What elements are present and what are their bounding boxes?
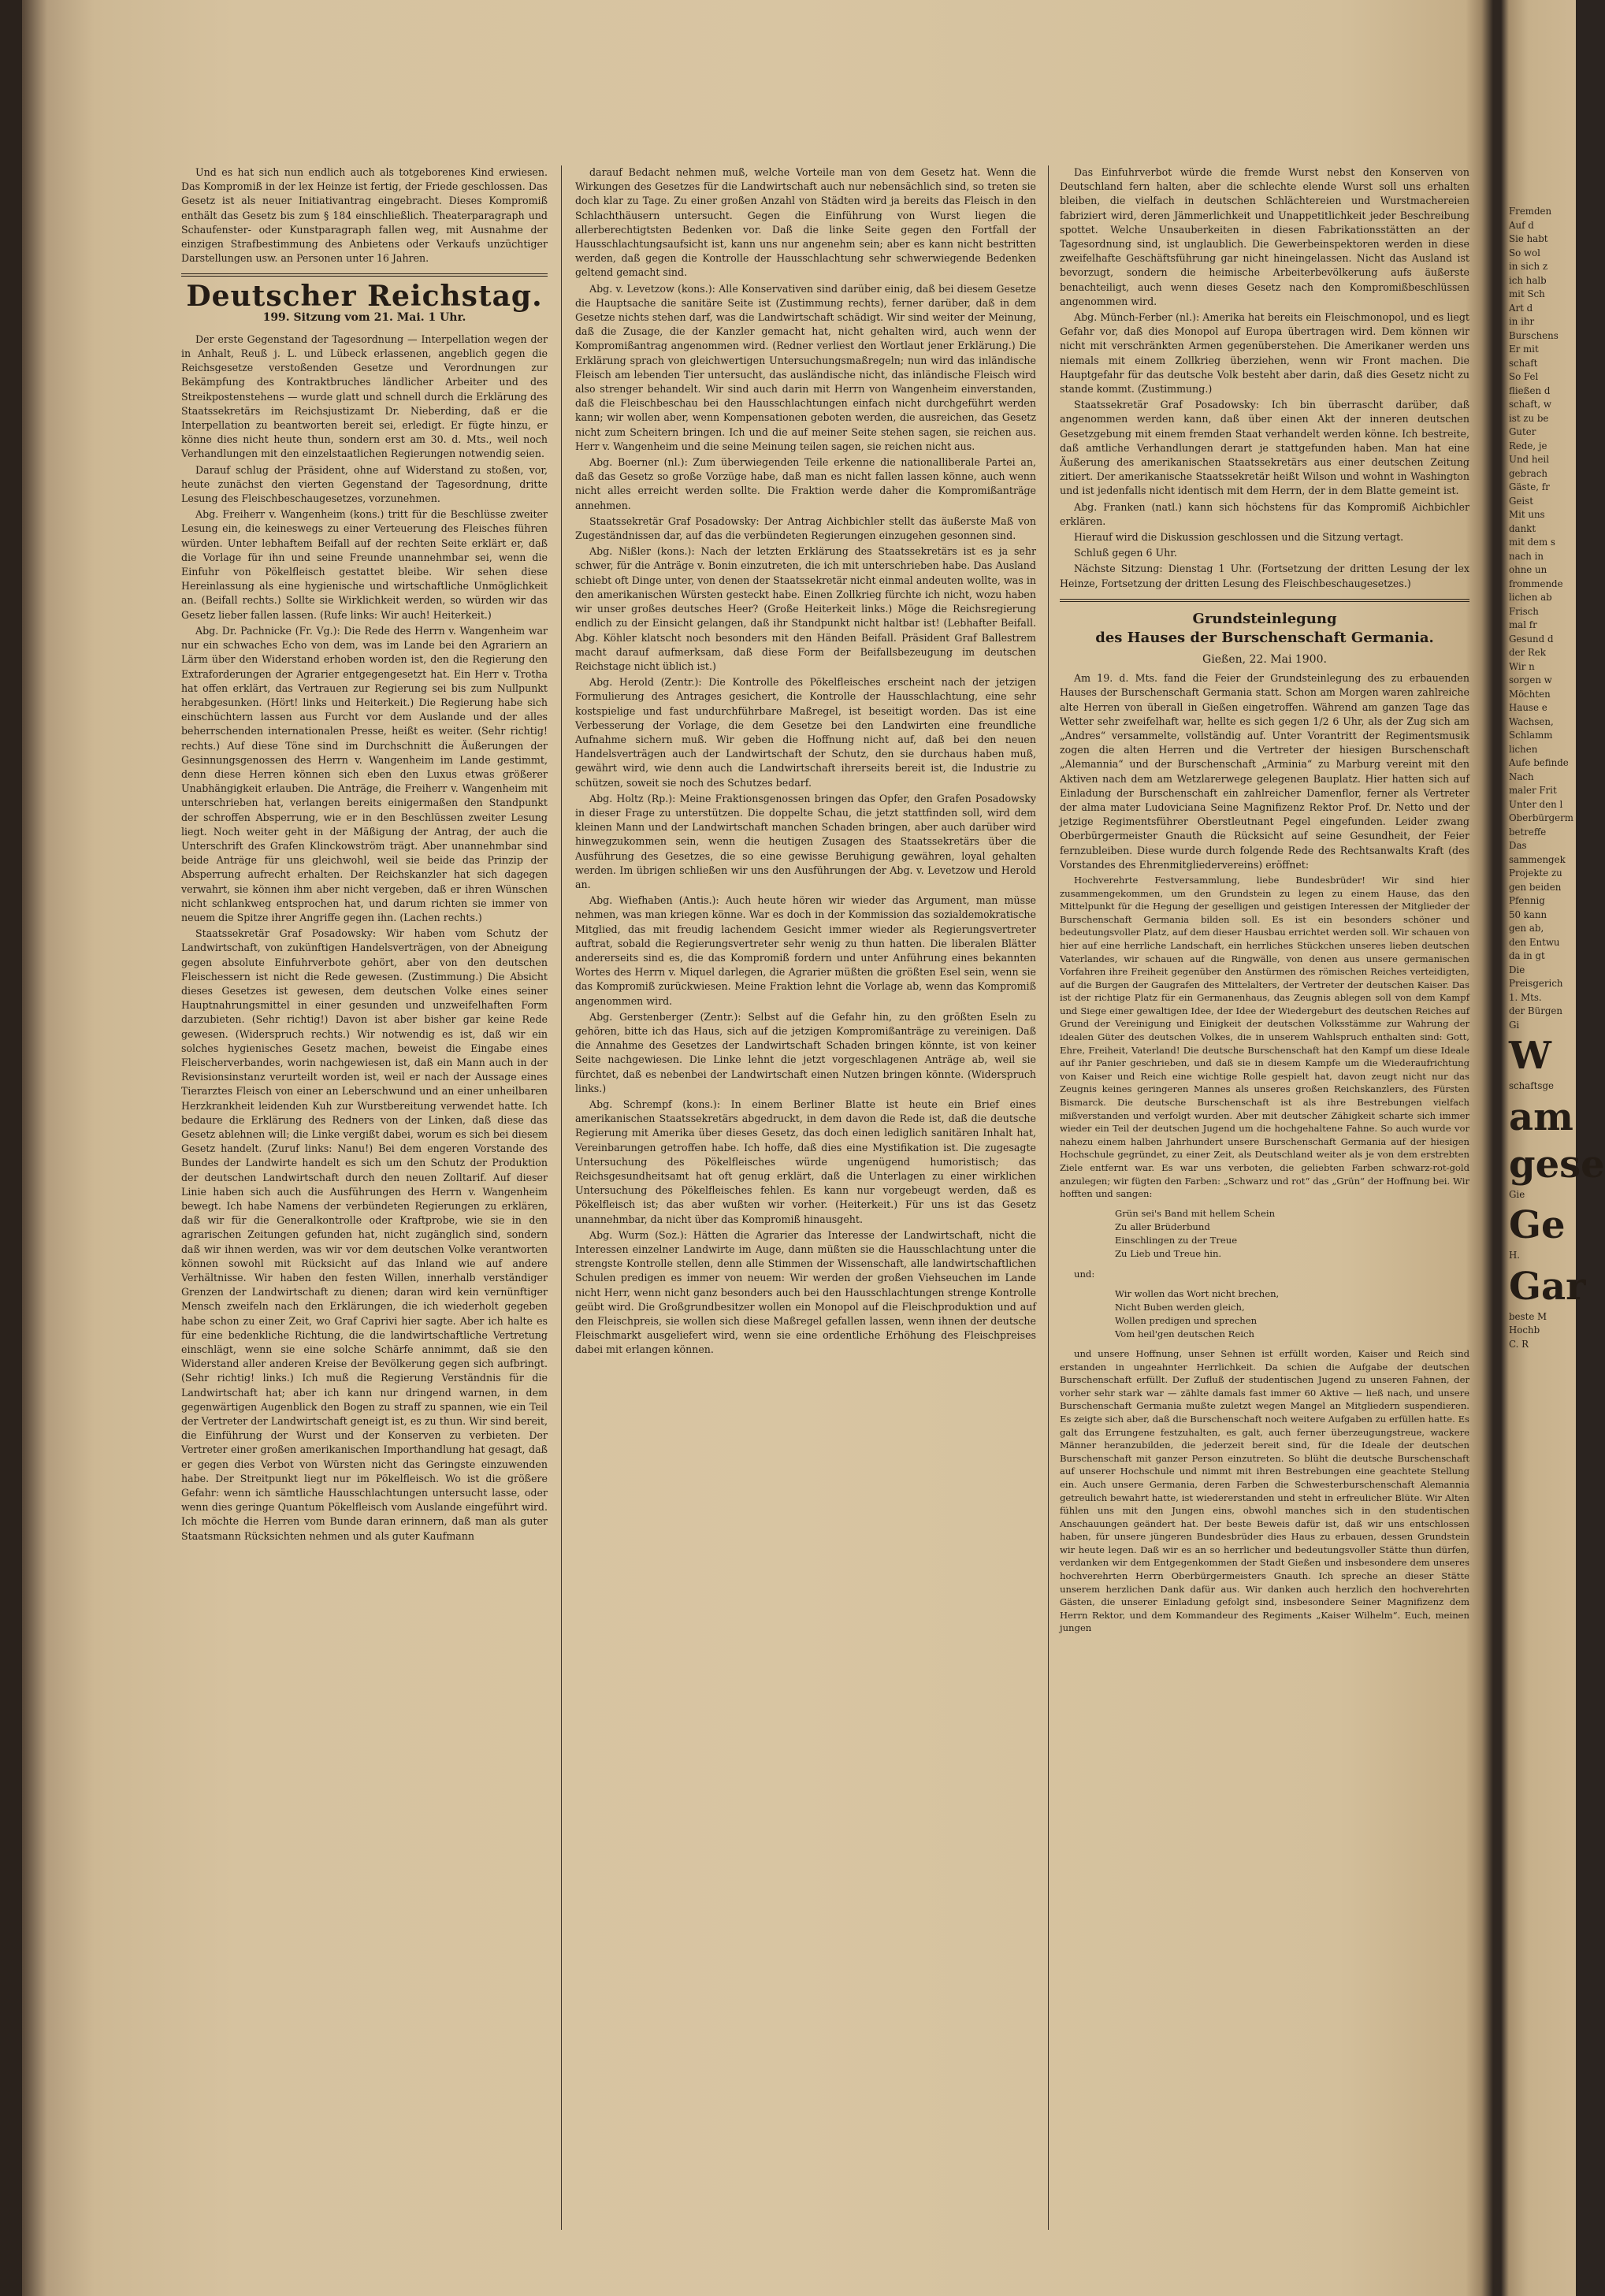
article-paragraph: Abg. Boerner (nl.): Zum überwiegenden Teile erkenne die nationalliberale Partei an, daß das Gesetz so große Vorzüge habe, daß man es nicht fallen lassen könne, auch wenn nicht alles erreicht werden sollte. Die Fraktion werde daher die Kompromißanträge annehmen.: [575, 456, 1036, 511]
section-divider: [1060, 599, 1469, 602]
edge-fragment: der Bürgen: [1509, 1005, 1562, 1016]
edge-fragment: Geist: [1509, 495, 1533, 507]
edge-fragment: Gar: [1509, 1264, 1586, 1309]
edge-fragment: Hause e: [1509, 702, 1547, 713]
verse-line: Wir wollen das Wort nicht brechen,: [1115, 1287, 1280, 1299]
edge-fragment: Mit uns: [1509, 509, 1545, 520]
article-paragraph: Abg. Herold (Zentr.): Die Kontrolle des Pökelfleisches erscheint nach der jetzigen Formulierung des Antrages gesichert, die Kontrolle der Hausschlachtung, eine sehr kostspielige und fast undurchführbare Maßregel, ist beseitigt worden. Das ist eine Verbesserung der Vorlage, die dem Gesetze bei den Landwirten eine freundliche Aufnahme sichern muß. Wir geben die Hoffnung nicht auf, daß bei den neuen Handelsverträgen auch der Landwirtschaft der Schutz, den sie durchaus haben muß, gewährt wird, wie denn auch die Landwirtschaft ihrerseits bereit ist, die Industrie zu schützen, soweit sie noch des Schutzes bedarf.: [575, 676, 1036, 789]
verse-line: Zu aller Brüderbund: [1115, 1220, 1210, 1232]
edge-fragment: Gie: [1509, 1188, 1525, 1200]
edge-fragment: ist zu be: [1509, 412, 1549, 424]
article-paragraph: Darauf schlug der Präsident, ohne auf Widerstand zu stoßen, vor, heute zunächst den vierten Gegenstand der Tagesordnung, dritte Lesung des Fleischbeschaugesetzes, vorzunehmen.: [181, 463, 548, 505]
edge-fragment: Projekte zu: [1509, 868, 1562, 879]
verse-line: Vom heil'gen deutschen Reich: [1115, 1328, 1254, 1339]
edge-fragment: Gi: [1509, 1019, 1520, 1031]
edge-fragment: lichen: [1509, 743, 1538, 755]
dateline: Gießen, 22. Mai 1900.: [1202, 652, 1327, 666]
adjacent-page-fragments: [1509, 205, 1605, 2175]
session-subheading: 199. Sitzung vom 21. Mai. 1 Uhr.: [262, 310, 466, 324]
edge-fragment: lichen ab: [1509, 592, 1552, 603]
article-paragraph: Abg. Dr. Pachnicke (Fr. Vg.): Die Rede des Herrn v. Wangenheim war nur ein schwaches Echo von dem, was im Lande bei den Agrariern an Lärm über den Widerstand erhoben worden ist, den die Regierung den Extraforderungen der Agrarier entgegengesetzt hat. Ein Herr v. Trotha hat offen erklärt, das Vertrauen zur Regierung sei bis zum Nullpunkt herabgesunken. (Hört! links und Heiterkeit.) Die Regierung habe sich einschüchtern lassen aus Furcht vor dem Auslande und der alles beherrschenden internationalen Presse, heißt es weiter. (Sehr richtig! rechts.) Auf diese Töne sind im Durchschnitt die Äußerungen der Gesinnungsgenossen des Herrn v. Wangenheim im Lande gestimmt, denn diese Herren können sich eben den Luxus etwas größerer Unabhängigkeit erlauben. Die Anträge, die Freiherr v. Wangenheim mit unterschrieben hat, verlangen bereits einigermaßen den Standpunkt der schroffen Absperrung, wie er in den Beschlüssen zweiter Lesung liegt. Noch weiter geht in der Mäßigung der Antrag, der auch die Unterschrift des Grafen Klinckowström trägt. Aber unannehmbar sind beide Anträge für uns gleichwohl, weil sie beide das Prinzip der Absperrung aufrecht erhalten. Der Reichskanzler hat sich dagegen verwahrt, sie können ihm aber nicht vergeben, daß er ihren Wünschen nicht schlankweg entsprochen hat, und darum richten sie immer von neuem die Spitze ihrer Angriffe gegen ihn. (Lachen rechts.): [181, 624, 548, 923]
column-2: [575, 165, 1036, 2230]
article-paragraph: Staatssekretär Graf Posadowsky: Der Antrag Aichbichler stellt das äußerste Maß von Zugeständnissen dar, auf das die verbündeten Regierungen einzugehen gesonnen sind.: [575, 515, 1036, 542]
verse-block-1: [1115, 1207, 1469, 1261]
edge-fragment: Und heil: [1509, 454, 1549, 465]
edge-fragment: Gesund d: [1509, 633, 1554, 645]
verse-line: Zu Lieb und Treue hin.: [1115, 1247, 1222, 1259]
verse-line: Wollen predigen und sprechen: [1115, 1314, 1258, 1326]
reichstag-heading: Deutscher Reichstag.: [186, 280, 543, 314]
edge-fragment: mit Sch: [1509, 288, 1545, 299]
edge-fragment: Die: [1509, 964, 1525, 975]
edge-fragment: am: [1509, 1094, 1573, 1139]
edge-fragment: schaft: [1509, 357, 1538, 369]
edge-fragment: ohne un: [1509, 564, 1547, 575]
article-paragraph: darauf Bedacht nehmen muß, welche Vorteile man von dem Gesetz hat. Wenn die Wirkungen des Gesetzes für die Landwirtschaft auch nur nebensächlich sind, so treten sie doch klar zu Tage. Zu einer großen Anzahl von Städten wird ja bereits das Fleisch in den Schlachthäusern untersucht. Gegen die Einführung von Wurst liegen die allerberechtigtsten Bedenken vor. Daß die linke Seite gegen den Fortfall der Hausschlachtungsaufsicht ist, kann uns nur angenehm sein; aber es kann nicht bestritten werden, daß gegen die Kontrolle der Hausschlachtung sehr schwerwiegende Bedenken geltend gemacht sind.: [575, 166, 1036, 279]
edge-fragment: da in gt: [1509, 950, 1545, 961]
article-paragraph: Abg. v. Levetzow (kons.): Alle Konservativen sind darüber einig, daß bei diesem Gesetze die Hauptsache die sanitäre Seite ist (Zustimmung rechts), ferner darüber, daß in dem Gesetze nichts stehen darf, was die Landwirtschaft schädigt. Wir sind weiter der Meinung, daß die Zusage, die der Kanzler gemacht hat, nicht gehalten wird, auch wenn der Kompromißantrag angenommen wird. (Redner verliest den Wortlaut jener Erklärung.) Die Erklärung sprach von gleichwertigen Untersuchungsmaßregeln; nun wird das inländische Fleisch am lebenden Tier untersucht, das ausländische nicht, das inländische Fleisch wird also strenger behandelt. Wir sind auch darin mit Herrn von Wangenheim einverstanden, daß die Fleischbeschau bei den Hausschlachtungen einfach nicht durchgeführt werden kann; wir wollen aber, wenn Kompensationen geboten werden, die ausreichen, das Gesetz nicht zum Scheitern bringen. Ich und die auf meiner Seite stehen sagen, sie reichen aus. Herr v. Wangenheim und die seine Meinung teilen sagen, sie reichen nicht aus.: [575, 282, 1036, 452]
edge-fragment: sorgen w: [1509, 674, 1552, 685]
article-paragraph: Abg. Wiefhaben (Antis.): Auch heute hören wir wieder das Argument, man müsse nehmen, was man kriegen könne. War es doch in der Kommission das sozialdemokratische Mitglied, das mit freudig lachendem Gesicht immer wieder als Regierungsvertreter auftrat, sobald die Regierungsvertreter sehr wenig zu thun hatten. Die liberalen Blätter andererseits sind es, die das Kompromiß fordern und unter Anführung eines bekannten Wortes des Herrn v. Miquel darlegen, die Agrarier müßten die größten Esel sein, wenn sie das Kompromiß zurückwiesen. Meine Fraktion lehnt die Vorlage ab, wenn das Kompromiß angenommen wird.: [575, 894, 1036, 1007]
article-paragraph: Schluß gegen 6 Uhr.: [1074, 547, 1177, 559]
edge-fragment: fließen d: [1509, 385, 1551, 396]
edge-fragment: Burschens: [1509, 329, 1559, 341]
article-paragraph: Abg. Schrempf (kons.): In einem Berliner Blatte ist heute ein Brief eines amerikanischen Staatssekretärs abgedruckt, in dem davon die Rede ist, daß die deutsche Regierung mit Amerika über dieses Gesetz, das doch einen lediglich sanitären Inhalt hat, Vereinbarungen getroffen habe. Ich hoffe, daß dies eine Mystifikation ist. Die zugesagte Untersuchung des Pökelfleisches würde ungenügend humoristisch; das Reichsgesundheitsamt hat oft genug erklärt, daß die Unterlagen zu einer wirklichen Untersuchung des Pökelfleisches fehlen. Es kann nur vorgebeugt werden, daß es Pökelfleisch ist; das aber wußten wir vorher. (Heiterkeit.) Für uns ist das Gesetz unannehmbar, da nicht über das Kompromiß hinausgeht.: [575, 1098, 1036, 1225]
book-spine-shadow: [0, 0, 22, 2296]
edge-fragment: Art d: [1509, 302, 1533, 314]
article-paragraph: Nächste Sitzung: Dienstag 1 Uhr. (Fortsetzung der dritten Lesung der lex Heinze, Fortsetzung der dritten Lesung des Fleischbeschaugesetzes.): [1060, 563, 1469, 589]
edge-fragment: dankt: [1509, 522, 1536, 534]
edge-fragment: schaftsge: [1509, 1080, 1554, 1091]
edge-fragment: der Rek: [1509, 647, 1546, 658]
edge-fragment: in ihr: [1509, 316, 1535, 327]
edge-fragment: gen ab,: [1509, 923, 1544, 934]
edge-fragment: beste M: [1509, 1310, 1547, 1322]
article-paragraph: Abg. Franken (natl.) kann sich höchstens für das Kompromiß Aichbichler erklären.: [1060, 500, 1469, 527]
edge-fragment: frommende: [1509, 578, 1563, 589]
edge-fragment: Fremden: [1509, 206, 1552, 217]
edge-fragment: Auf d: [1509, 219, 1534, 231]
article-paragraph: Staatssekretär Graf Posadowsky: Wir haben vom Schutz der Landwirtschaft, von zukünftigen Handelsverträgen, von der Abneigung gegen absolute Einfuhrverbote gehört, aber von den deutschen Fleischessern ist nicht die Rede gewesen. (Zustimmung.) Die Absicht dieses Gesetzes ist gewesen, dem deutschen Volke eines seiner Hauptnahrungsmittel in einer gesunden und unzweifelhaften Form darzubieten. (Sehr richtig!) Davon ist aber bisher gar keine Rede gewesen. (Widerspruch rechts.) Wir notwendig es ist, daß wir ein solches hygienisches Gesetz machen, beweist die Eingabe eines Fleischerverbandes, worin nachgewiesen ist, daß ein Mann auch in der Revisionsinstanz verurteilt worden ist, weil er nach der Aussage eines Tierarztes Fleisch von einer an Leberschwund und an einer unheilbaren Herzkrankheit leidenden Kuh zur Wurstbereitung verwendet hatte. Ich bedaure die Erklärung des Redners von der Linken, daß diese das Gesetz ablehnen will; die Linke vergißt dabei, worum es sich bei diesem Gesetz handelt. (Zuruf links: Nanu!) Bei dem engeren Vorstande des Bundes der Landwirte handelt es sich um den Schutz der Produktion der deutschen Landwirtschaft durch den neuen Zolltarif. Auf dieser Linie haben sich auch die Ausführungen des Herrn v. Wangenheim bewegt. Ich habe Namens der verbündeten Regierungen zu erklären, daß wir für die Generalkontrolle oder Kraftprobe, wie sie in den agrarischen Zeitungen gefunden hat, nicht zugänglich sind, sondern daß wir ihnen werden, was wir vor dem deutschen Volke verantworten können sowohl mit Rücksicht auf das Inland wie auf andere Verhältnisse. Wir haben den festen Willen, innerhalb verständiger Grenzen der Landwirtschaft zu dienen; daran wird kein vernünftiger Mensch zweifeln nach den Erklärungen, die ich wiederholt gegeben habe schon zu einer Zeit, wo Graf Caprivi hier sagte. Aber ich halte es für eine bedenkliche Richtung, die die landwirtschaftliche Vertretung einschlägt, wenn sie eine solche Schärfe annimmt, daß sie den Widerstand aller anderen Kreise der Bevölkerung gegen sich aufbringt. (Sehr richtig! links.) Ich muß die Regierung Verständnis für die Landwirtschaft hat; aber ich kann nur dringend warnen, in dem gegenwärtigen Augenblick den Bogen zu straff zu spannen, wie ein Teil der Vertreter der Landwirtschaft geneigt ist, es zu thun. Wir sind bereit, die Einführung der Wurst und der Konserven zu verbieten. Der Vertreter einer großen amerikanischen Importhandlung hat gesagt, daß er gegen dies Verbot von Würsten nicht das Geringste einzuwenden habe. Der Streitpunkt liegt nur im Pökelfleisch. Wo ist die größere Gefahr: wenn ich sämtliche Hausschlachtungen untersucht lasse, oder wenn dies geringe Quantum Pökelfleisch vom Auslande eingeführt wird. Ich möchte die Herren vom Bunde daran erinnern, daß man als guter Staatsmann Rücksichten nehmen und als guter Kaufmann: [181, 927, 548, 1542]
edge-fragment: W: [1509, 1034, 1551, 1078]
edge-fragment: Rede, je: [1509, 440, 1547, 451]
edge-fragment: Das: [1509, 840, 1527, 851]
germania-heading-line-1: Grundsteinlegung: [1192, 610, 1337, 627]
edge-fragment: nach in: [1509, 550, 1544, 562]
article-paragraph: Abg. Freiherr v. Wangenheim (kons.) tritt für die Beschlüsse zweiter Lesung ein, die keineswegs zu einer Verteuerung des Fleisches führen würden. Unter lebhaftem Beifall auf der rechten Seite erklärt er, daß die Vorlage für ihn und seine Freunde unannehmbar sei, wenn die Einfuhr von Pökelfleisch gestattet bleibe. Wir sehen diese Hereinlassung als eine hygienische und wirtschaftliche Unmöglichkeit an. (Beifall rechts.) Sollte sie Wirklichkeit werden, so würden wir das Gesetz lieber fallen lassen. (Rufe links: Wir auch! Heiterkeit.): [181, 508, 548, 621]
edge-fragment: mal fr: [1509, 619, 1537, 630]
edge-fragment: Pfennig: [1509, 895, 1545, 906]
edge-fragment: Wachsen,: [1509, 715, 1554, 727]
edge-fragment: den Entwu: [1509, 936, 1560, 948]
edge-fragment: sammengek: [1509, 853, 1566, 865]
germania-heading-line-2: des Hauses der Burschenschaft Germania.: [1095, 629, 1434, 646]
edge-fragment: Unter den l: [1509, 798, 1563, 810]
edge-fragment: 1. Mts.: [1509, 991, 1542, 1003]
speech-text: Hochverehrte Festversammlung, liebe Bundesbrüder! Wir sind hier zusammengekommen, um den Grundstein zu legen zu einem Hause, das den Mittelpunkt für die Hegung der geselligen und geistigen Interessen der Mitglieder der Burschenschaft Germania bilden soll. Es ist ein besonders schöner und bedeutungsvoller Platz, auf dem dieser Hausbau errichtet werden soll. Wir schauen von hier auf eine herrliche Landschaft, ein herrliches Stückchen unseres lieben deutschen Vaterlandes, wir schauen auf die Ringwälle, von denen aus unsere germanischen Vorfahren ihre Freiheit gegenüber den Anstürmen des römischen Reiches verteidigten, auf die Burgen der Gaugrafen des Mittelalters, der Vertreter der deutschen Kaiser. Das ist der richtige Platz für ein Germanenhaus, das Zeugnis ablegen soll von dem Kampf und Siege einer gewaltigen Idee, der Idee der Wiedergeburt des deutschen Reiches auf Grund der Vereinigung und Einigkeit der deutschen Volksstämme zur Wahrung der idealen Güter des deutschen Volkes, die in unserem Wahlspruch enthalten sind: Gott, Ehre, Freiheit, Vaterland! Die deutsche Burschenschaft hat den Kampf um diese Ideale auf ihr Panier geschrieben, und daß sie in diesem Kampfe um die Wiederaufrichtung von Kaiser und Reich eine wichtige Rolle gespielt hat, davon zeugt nicht nur das Zeugnis keines geringeren Mannes als unseres großen Reichskanzlers, des Fürsten Bismarck. Die deutsche Burschenschaft ist als ihre Bestrebungen vielfach mißverstanden und verfolgt wurden. Aber mit deutscher Zähigkeit scharte sich immer wieder ein Teil der deutschen Jugend um die hochgehaltene Fahne. So auch wurde vor nahezu einem halben Jahrhundert unsere Burschenschaft Germania auf der hiesigen Hochschule gegründet, zu einer Zeit, als Deutschland weiter als je von dem erstrebten Ziele entfernt war. Es war uns verboten, die geliebten Farben schwarz-rot-gold anzulegen; wir fügten den Farben: „Schwarz und rot“ das „Grün“ der Hoffnung bei. Wir hofften und sangen:: [1060, 874, 1469, 1200]
column-rule: [1048, 165, 1049, 2230]
edge-fragment: in sich z: [1509, 261, 1548, 272]
edge-fragment: So Fel: [1509, 371, 1539, 382]
edge-fragment: schaft, w: [1509, 399, 1551, 410]
edge-fragment: Aufe befinde: [1509, 757, 1569, 768]
edge-fragment: Nach: [1509, 771, 1534, 782]
edge-fragment: Preisgerich: [1509, 978, 1563, 989]
column-rule: [561, 165, 562, 2230]
speech-text: und unsere Hoffnung, unser Sehnen ist erfüllt worden, Kaiser und Reich sind erstanden in ungeahnter Herrlichkeit. Da schien die Aufgabe der deutschen Burschenschaft erfüllt. Der Zufluß der studentischen Jugend zu unseren Fahnen, der vorher sehr stark war — zählte damals fast immer 60 Aktive — ließ nach, und unsere Burschenschaft Germania mußte zuletzt wegen Mangel an Mitgliedern suspendieren. Es zeigte sich aber, daß die Burschenschaft noch weitere Aufgaben zu erfüllen hatte. Es galt das Errungene festzuhalten, es galt, auch ferner überzeugungstreue, wackere Männer heranzubilden, die jederzeit bereit sind, für die Ideale der deutschen Burschenschaft mit ganzer Person einzutreten. So blüht die deutsche Burschenschaft auf unserer Hochschule und nimmt mit ihren Bestrebungen eine geachtete Stellung ein. Auch unsere Germania, deren Farben die Schwesterburschenschaft Alemannia getreulich bewahrt hatte, ist wiedererstanden und steht in erfreulicher Blüte. Wir Alten fühlen uns mit den Jungen eins, obwohl manches sich in den studentischen Anschauungen geändert hat. Der beste Beweis dafür ist, daß wir uns entschlossen haben, für unsere jüngeren Bundesbrüder dies Haus zu erbauen, dessen Grundstein wir heute legen. Daß wir es an so herrlicher und bedeutungsvoller Stätte thun dürfen, verdanken wir dem Entgegenkommen der Stadt Gießen und insbesondere dem unseres hochverehrten Herrn Oberbürgermeisters Gnauth. Ich spreche an dieser Stätte unserem herzlichen Dank dafür aus. Wir danken auch herzlich den hochverehrten Gästen, die unserer Einladung gefolgt sind, insbesondere Seiner Magnifizenz dem Herrn Rektor, und dem Kommandeur des Regiments „Kaiser Wilhelm“. Euch, meinen jungen: [1060, 1347, 1469, 1634]
edge-fragment: mit dem s: [1509, 537, 1555, 548]
edge-fragment: Ge: [1509, 1203, 1566, 1247]
article-paragraph: Abg. Gerstenberger (Zentr.): Selbst auf die Gefahr hin, zu den größten Eseln zu gehören, bitte ich das Haus, sich auf die jetzigen Kompromißanträge zu vereinigen. Daß die Annahme des Gesetzes der Landwirtschaft Schaden bringen könnte, ist von keiner Seite nachgewiesen. Die Linke lehnt die jetzt vorgeschlagenen Anträge ab, weil sie fürchtet, daß es nebenbei der Landwirtschaft einen Nutzen bringen könnte. (Widerspruch links.): [575, 1010, 1036, 1094]
article-paragraph: Abg. Nißler (kons.): Nach der letzten Erklärung des Staatssekretärs ist es ja sehr schwer, für die Anträge v. Bonin einzutreten, die ich mit unterschrieben habe. Das Ausland schiebt oft Dinge unter, von denen der Staatssekretär nicht einmal andeuten wollte, was in den amerikanischen Würsten gesteckt habe. Einen Zollkrieg fürchte ich nicht, wozu haben wir unser großes deutsches Heer? (Große Heiterkeit links.) Möge die Reichsregierung endlich zu der Einsicht gelangen, daß ihr Standpunkt nicht haltbar ist! (Lebhafter Beifall. Abg. Köhler klatscht noch besonders mit den Händen Beifall. Präsident Graf Ballestrem macht darauf aufmerksam, daß diese Form der Beifallsbezeugung im deutschen Reichstage nicht üblich ist.): [575, 545, 1036, 672]
und-label: und:: [1074, 1268, 1095, 1280]
edge-fragment: maler Frit: [1509, 785, 1557, 796]
verse-block-2: [1115, 1287, 1469, 1341]
article-paragraph: Der erste Gegenstand der Tagesordnung — Interpellation wegen der in Anhalt, Reuß j. L. und Lübeck erlassenen, angeblich gegen die Reichsgesetze verstoßenden Gesetze und Verordnungen zur Bekämpfung des Kontraktbruches ländlicher Arbeiter und des Streikpostenstehens — wurde glatt und schnell durch die Erklärung des Staatssekretärs im Reichsjustizamt Dr. Nieberding, daß er die Interpellation zu beantworten bereit sei, erledigt. Er fügte hinzu, er könne dies nicht heute thun, sondern erst am 30. d. Mts., weil noch Verhandlungen mit den einzelstaatlichen Regierungen notwendig seien.: [181, 333, 548, 460]
edge-fragment: Oberbürgerm: [1509, 812, 1573, 823]
newspaper-page: [181, 165, 1473, 2230]
column-3: [1060, 165, 1469, 2230]
germania-report: Am 19. d. Mts. fand die Feier der Grundsteinlegung des zu erbauenden Hauses der Burschenschaft Germania statt. Schon am Morgen waren zahlreiche alte Herren von überall in Gießen eingetroffen. Während am ganzen Tage das Wetter sehr zweifelhaft war, hellte es sich gegen 1/2 6 Uhr, als der Zug sich am „Andres“ versammelte, vollständig auf. Unter Vorantritt der Regimentsmusik zogen die alten Herren und die Vertreter der hiesigen Burschenschaft „Alemannia“ und der Burschenschaft „Arminia“ zu Marburg vereint mit den Aktiven nach dem am Wetzlarerwege gelegenen Bauplatz. Hier hatten sich auf Einladung der Burschenschaft ein zahlreicher Damenflor, ferner als Vertreter der alma mater Ludoviciana Seine Magnifizenz Rektor Prof. Dr. Netto und der jetzige Regimentsführer Oberstleutnant Pegel eingefunden. Leider zwang Oberbürgermeister Gnauth die Rücksicht auf seine Gesundheit, der Feier fernzubleiben. Diese wurde durch folgende Rede des Rechtsanwalts Kraft (des Vorstandes des Ehrenmitgliedervereins) eröffnet:: [1060, 672, 1469, 871]
article-paragraph: Staatssekretär Graf Posadowsky: Ich bin überrascht darüber, daß angenommen werden kann, daß über einen Akt der inneren deutschen Gesetzgebung mit einem fremden Staat verhandelt werden könne. Ich bestreite, daß amtliche Verhandlungen derart je stattgefunden haben. Man hat eine Äußerung des amerikanischen Staatssekretärs aus einer deutschen Zeitung zitiert. Der amerikanische Staatssekretär heißt Wilson und wohnt in Washington und ist jedenfalls nicht identisch mit dem Herrn, der in dem Blatte gemeint ist.: [1060, 399, 1469, 497]
section-divider: [181, 273, 548, 277]
article-paragraph: Abg. Münch-Ferber (nl.): Amerika hat bereits ein Fleischmonopol, und es liegt Gefahr vor, daß dies Monopol auf Europa übertragen wird. Dem können wir nicht mit verschränkten Armen gegenüberstehen. Die Amerikaner werden uns niemals mit einem Zollkrieg überziehen, wenn wir Front machen. Die Hauptgefahr für das deutsche Volk besteht aber darin, daß dies Gesetz nicht zu stande kommt. (Zustimmung.): [1060, 311, 1469, 396]
edge-fragment: Guter: [1509, 426, 1536, 437]
lex-heinze-intro: Und es hat sich nun endlich auch als totgeborenes Kind erwiesen. Das Kompromiß in der lex Heinze ist fertig, der Friede geschlossen. Das Gesetz ist als neuer Initiativantrag eingebracht. Dieses Kompromiß enthält das Gesetz bis zum § 184 einschließlich. Theaterparagraph und Schaufenster- oder Kunstparagraph fallen weg, mit Ausnahme der einzigen Strafbestimmung des Anbietens oder Verkaufs unzüchtiger Darstellungen usw. an Personen unter 16 Jahren.: [181, 166, 548, 265]
article-paragraph: Hierauf wird die Diskussion geschlossen und die Sitzung vertagt.: [1074, 531, 1404, 544]
edge-fragment: gebrach: [1509, 467, 1547, 479]
edge-fragment: Frisch: [1509, 605, 1539, 617]
edge-fragment: gen beiden: [1509, 881, 1562, 893]
edge-fragment: Er mit: [1509, 344, 1539, 355]
germania-heading: [1060, 610, 1469, 648]
edge-fragment: gese: [1509, 1142, 1605, 1187]
edge-fragment: betreffe: [1509, 826, 1547, 838]
verse-line: Einschlingen zu der Treue: [1115, 1234, 1238, 1246]
edge-fragment: H.: [1509, 1250, 1521, 1261]
edge-fragment: ich halb: [1509, 274, 1547, 286]
article-paragraph: Abg. Wurm (Soz.): Hätten die Agrarier das Interesse der Landwirtschaft, nicht die Interessen einzelner Landwirte im Auge, dann müßten sie die Hausschlachtung unter die strengste Kontrolle stellen, denn alle Stimmen der Wissenschaft, alle landwirtschaftlichen Schulen predigen es immer von neuem: Wir werden der großen Viehseuchen im Lande nicht Herr, wenn nicht ganz besonders auch bei den Hausschlachtungen strenge Kontrolle geübt wird. Die Großgrundbesitzer wollen ein Monopol auf die Fleischproduktion und auf den Fleischpreis, sie wollen sich diese Maßregel gefallen lassen, wenn ihnen der deutsche Fleischmarkt ausgeliefert wird, wenn sie eine ordentliche Erhöhung des Fleischpreises dabei mit erlangen können.: [575, 1228, 1036, 1356]
column-1: [181, 165, 548, 2230]
edge-fragment: 50 kann: [1509, 908, 1547, 920]
edge-fragment: Schlamm: [1509, 730, 1553, 741]
edge-fragment: Wir n: [1509, 660, 1535, 672]
article-paragraph: Abg. Holtz (Rp.): Meine Fraktionsgenossen bringen das Opfer, den Grafen Posadowsky in dieser Frage zu unterstützen. Die doppelte Schau, die jetzt stattfinden soll, wird dem kleinen Mann und der Landwirtschaft manchen Schaden bringen, aber auch darüber wird hinwegzukommen sein, wenn die heutigen Zusagen des Staatssekretärs über die Ausführung des Gesetzes, die so eine gewisse Beruhigung gewähren, loyal gehalten werden. Im übrigen schließen wir uns den Ausführungen der Abg. v. Levetzow und Herold an.: [575, 792, 1036, 890]
edge-fragment: Hochb: [1509, 1324, 1540, 1336]
edge-fragment: Möchten: [1509, 688, 1551, 700]
verse-line: Grün sei's Band mit hellem Schein: [1115, 1207, 1276, 1219]
edge-fragment: So wol: [1509, 247, 1540, 258]
verse-line: Nicht Buben werden gleich,: [1115, 1301, 1245, 1313]
article-paragraph: Das Einfuhrverbot würde die fremde Wurst nebst den Konserven von Deutschland fern halten, aber die schlechte elende Wurst soll uns erhalten bleiben, die vielfach in deutschen Schlächtereien und Wurstmachereien fabriziert wird, deren Jämmerlichkeit und Unappetitlichkeit jeder Beschreibung spottet. Welche Unsauberkeiten in diesen Fabrikationsstätten an der Tagesordnung sind, ist unglaublich. Die Gewerbeinspektoren werden in diese zweifelhafte Geschäftsführung gar nicht hineingelassen. Nicht das Ausland ist bevorzugt, sondern die heimische Arbeiterbevölkerung aufs äußerste benachteiligt, auch wenn dieses Gesetz nach den Kompromißbeschlüssen angenommen wird.: [1060, 166, 1469, 307]
edge-fragment: Sie habt: [1509, 233, 1548, 244]
edge-fragment: C. R: [1509, 1338, 1529, 1350]
edge-fragment: Gäste, fr: [1509, 481, 1550, 492]
